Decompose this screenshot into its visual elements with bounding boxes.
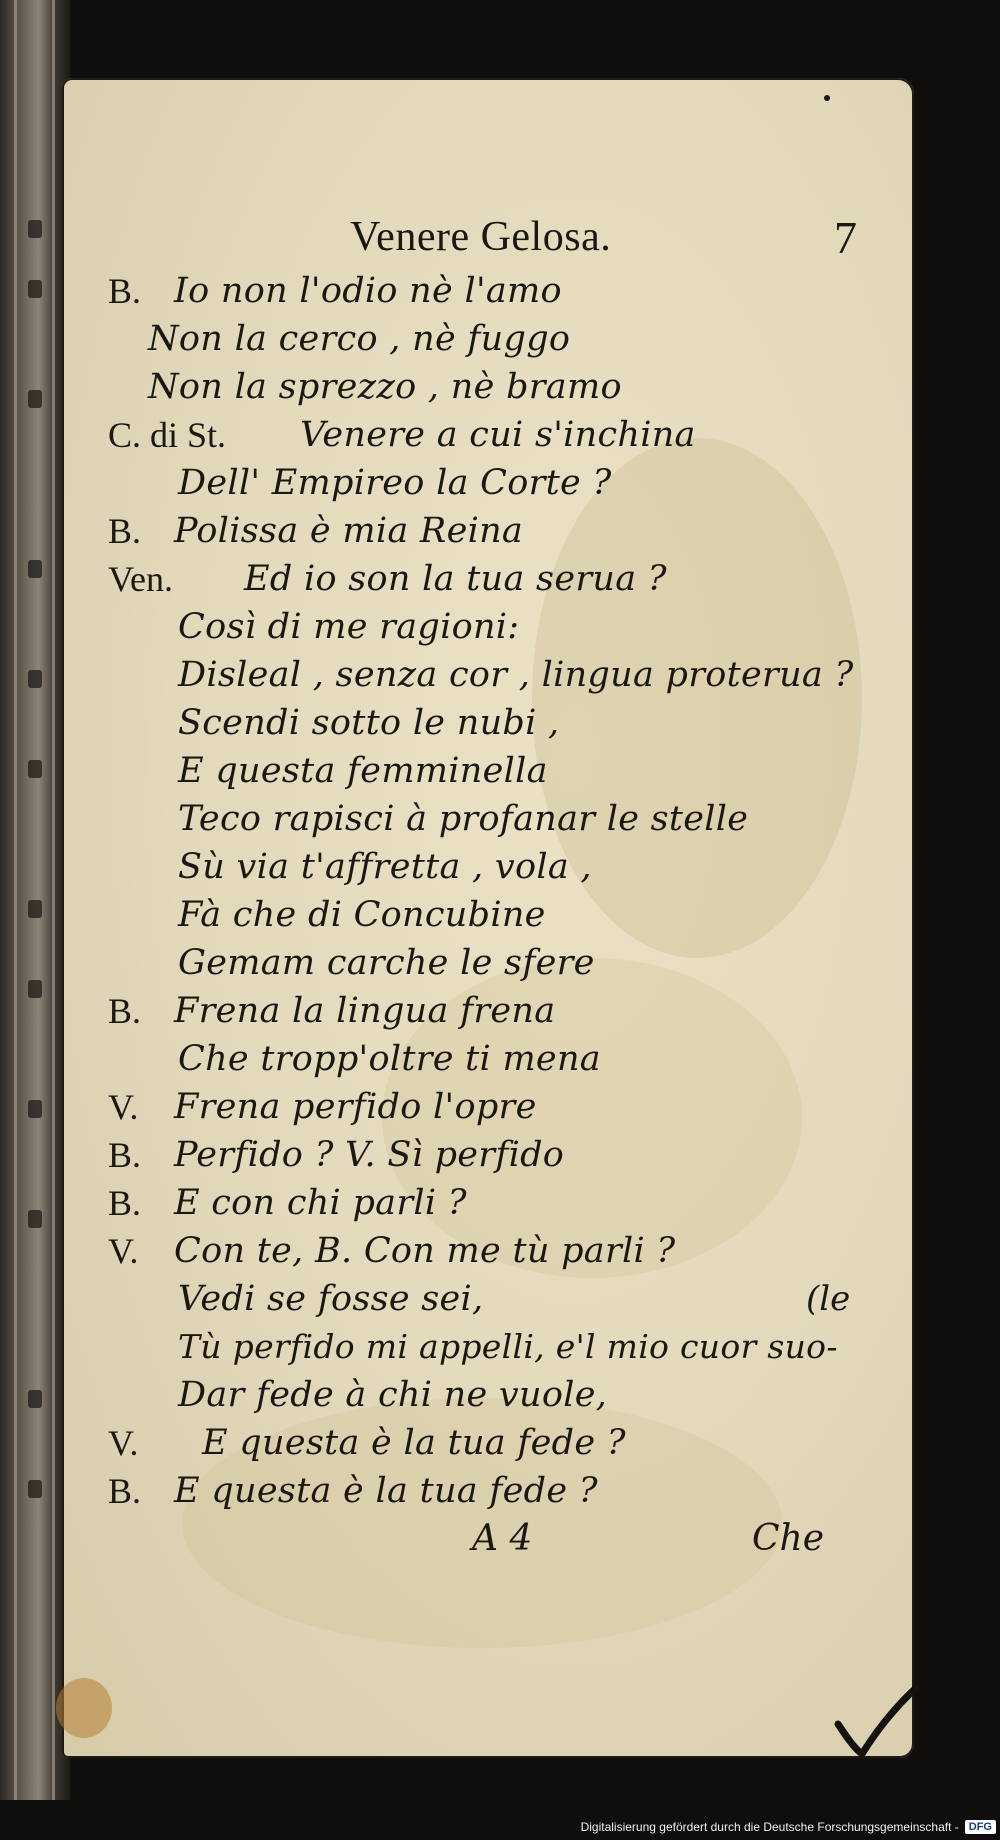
speaker-label: B. [108, 1471, 142, 1511]
page-footer [62, 1518, 914, 1568]
line-text: Perfido ? V. Sì perfido [174, 1135, 565, 1175]
previous-page-marks [28, 200, 54, 1700]
line-text: Sù via t'affretta , vola , [178, 847, 592, 887]
signature-mark: A 4 [472, 1518, 533, 1559]
line-text: E questa è la tua fede ? [174, 1471, 598, 1511]
line-text: Frena la lingua frena [174, 991, 556, 1031]
digitization-notice [581, 1816, 996, 1838]
line-text: Dar fede à chi ne vuole, [178, 1375, 608, 1415]
page-number: 7 [834, 212, 857, 263]
verse-line [62, 748, 914, 794]
book-binding [0, 0, 70, 1800]
verse-line [62, 1372, 914, 1418]
verse-line [62, 1324, 914, 1370]
verse-line [62, 604, 914, 650]
notice-text: Digitalisierung gefördert durch die Deutsche Forschungsgemeinschaft - [580, 1820, 959, 1834]
verse-line [62, 556, 914, 602]
line-text: Che tropp'oltre ti mena [178, 1039, 601, 1079]
line-text: Frena perfido l'opre [174, 1087, 537, 1127]
line-text: Io non l'odio nè l'amo [174, 271, 562, 311]
speaker-label: V. [108, 1087, 139, 1127]
line-text: Non la cerco , nè fuggo [148, 319, 571, 359]
verse-line [62, 268, 914, 314]
line-text: Ed io son la tua serua ? [244, 559, 667, 599]
line-text: Gemam carche le sfere [178, 943, 595, 983]
line-text: Vedi se fosse sei, [178, 1279, 484, 1319]
line-text: Polissa è mia Reina [174, 511, 524, 551]
verse-line [62, 1420, 914, 1466]
line-text: Teco rapisci à profanar le stelle [178, 799, 749, 839]
verse-line [62, 940, 914, 986]
verse-line [62, 844, 914, 890]
verse-line [62, 1468, 914, 1514]
speaker-label: Ven. [108, 559, 173, 599]
dfg-logo: DFG [965, 1820, 996, 1834]
page-title: Venere Gelosa. [350, 214, 612, 260]
speaker-label: B. [108, 1135, 142, 1175]
verse-line [62, 1036, 914, 1082]
line-text: Non la sprezzo , nè bramo [148, 367, 622, 407]
line-text: Fà che di Concubine [178, 895, 546, 935]
speaker-label: B. [108, 991, 142, 1031]
line-text: Così di me ragioni: [178, 607, 520, 647]
line-text: Disleal , senza cor , lingua proterua ? [178, 655, 854, 695]
line-text: Dell' Empireo la Corte ? [178, 463, 612, 503]
verse-line [62, 1276, 914, 1322]
line-text: Tù perfido mi appelli, e'l mio cuor suo- [178, 1327, 838, 1366]
verse-line [62, 508, 914, 554]
speaker-label: C. di St. [108, 415, 227, 455]
verse-line [62, 364, 914, 410]
binding-edge [14, 0, 17, 1800]
catchword: Che [752, 1518, 825, 1559]
verse-line [62, 316, 914, 362]
checkmark-icon [832, 1678, 922, 1768]
verse-line [62, 1084, 914, 1130]
line-text: Scendi sotto le nubi , [178, 703, 560, 743]
line-text: E questa femminella [178, 751, 548, 791]
speaker-label: B. [108, 271, 142, 311]
ink-dot [824, 95, 830, 101]
speaker-label: B. [108, 1183, 142, 1223]
verse-line [62, 1180, 914, 1226]
verse-line [62, 412, 914, 458]
line-text: Venere a cui s'inchina [300, 415, 696, 455]
speaker-label: V. [108, 1423, 139, 1463]
line-text: E con chi parli ? [174, 1183, 467, 1223]
running-head [62, 213, 914, 273]
speaker-label: V. [108, 1231, 139, 1271]
verse-line [62, 652, 914, 698]
line-text: E questa è la tua fede ? [202, 1423, 626, 1463]
verse-line [62, 892, 914, 938]
verse-line [62, 460, 914, 506]
line-text: Con te, B. Con me tù parli ? [174, 1231, 676, 1271]
verse-line [62, 1132, 914, 1178]
line-continuation: (le [806, 1279, 851, 1319]
book-page [62, 78, 914, 1758]
verse-line [62, 988, 914, 1034]
verse-line [62, 700, 914, 746]
foxing-spot [56, 1678, 112, 1738]
verse-line [62, 1228, 914, 1274]
verse-line [62, 796, 914, 842]
speaker-label: B. [108, 511, 142, 551]
